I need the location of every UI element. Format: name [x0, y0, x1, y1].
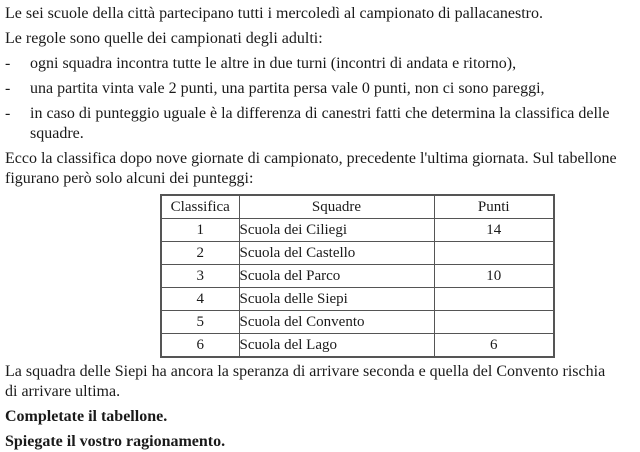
- team-cell: Scuola del Lago: [239, 334, 434, 358]
- team-cell: Scuola dei Ciliegi: [239, 219, 434, 242]
- intro-line-2: Le regole sono quelle dei campionati degli adulti:: [5, 30, 323, 47]
- standings-table: [160, 194, 555, 358]
- closing-line-1: La squadra delle Siepi ha ancora la speranza di arrivare seconda e quella del Convento rischia: [5, 363, 606, 380]
- standings-intro-line-2: figurano però solo alcuni dei punteggi:: [5, 170, 254, 187]
- header-team: Squadre: [239, 195, 434, 219]
- team-cell: Scuola del Castello: [239, 242, 434, 265]
- points-cell: 6: [434, 334, 554, 358]
- points-cell: [434, 311, 554, 334]
- table-header-row: [161, 195, 554, 219]
- standings-intro-line-1: Ecco la classifica dopo nove giornate di campionato, precedente l'ultima giornata. Sul tabellone: [5, 150, 617, 167]
- team-cell: Scuola del Parco: [239, 265, 434, 288]
- rule-text-3: [30, 104, 638, 144]
- table-row: [161, 242, 554, 265]
- rule-item-2: [5, 79, 638, 99]
- rank-cell: 2: [161, 242, 239, 265]
- header-points: Punti: [434, 195, 554, 219]
- task-explain-reasoning: Spiegate il vostro ragionamento.: [5, 433, 226, 450]
- points-cell: [434, 242, 554, 265]
- header-rank: Classifica: [161, 195, 239, 219]
- rule-text-1: ogni squadra incontra tutte le altre in due turni (incontri di andata e ritorno),: [30, 55, 517, 72]
- closing-line-2: di arrivare ultima.: [5, 383, 121, 400]
- points-cell: 10: [434, 265, 554, 288]
- rank-cell: 6: [161, 334, 239, 358]
- closing-paragraph: [5, 362, 638, 402]
- rank-cell: 5: [161, 311, 239, 334]
- rule-item-1: [5, 54, 638, 74]
- rule-item-3: [5, 104, 638, 144]
- rule-text-2: una partita vinta vale 2 punti, una partita persa vale 0 punti, non ci sono pareggi,: [30, 80, 545, 97]
- rule-text-3-line-2: squadre.: [30, 125, 84, 142]
- standings-intro: [5, 149, 638, 189]
- team-cell: Scuola delle Siepi: [239, 288, 434, 311]
- bullet-dash: -: [5, 105, 11, 122]
- points-cell: [434, 288, 554, 311]
- bullet-dash: -: [5, 55, 11, 72]
- rank-cell: 3: [161, 265, 239, 288]
- table-row: [161, 219, 554, 242]
- team-cell: Scuola del Convento: [239, 311, 434, 334]
- points-cell: 14: [434, 219, 554, 242]
- table-row: [161, 334, 554, 358]
- intro-line-1: Le sei scuole della città partecipano tutti i mercoledì al campionato di pallacanestro.: [5, 5, 544, 22]
- task-complete-table: Completate il tabellone.: [5, 408, 168, 425]
- table-row: [161, 288, 554, 311]
- rank-cell: 4: [161, 288, 239, 311]
- table-row: [161, 311, 554, 334]
- rank-cell: 1: [161, 219, 239, 242]
- bullet-dash: -: [5, 80, 11, 97]
- rule-text-3-line-1: in caso di punteggio uguale è la differenza di canestri fatti che determina la classifica delle: [30, 105, 610, 122]
- table-row: [161, 265, 554, 288]
